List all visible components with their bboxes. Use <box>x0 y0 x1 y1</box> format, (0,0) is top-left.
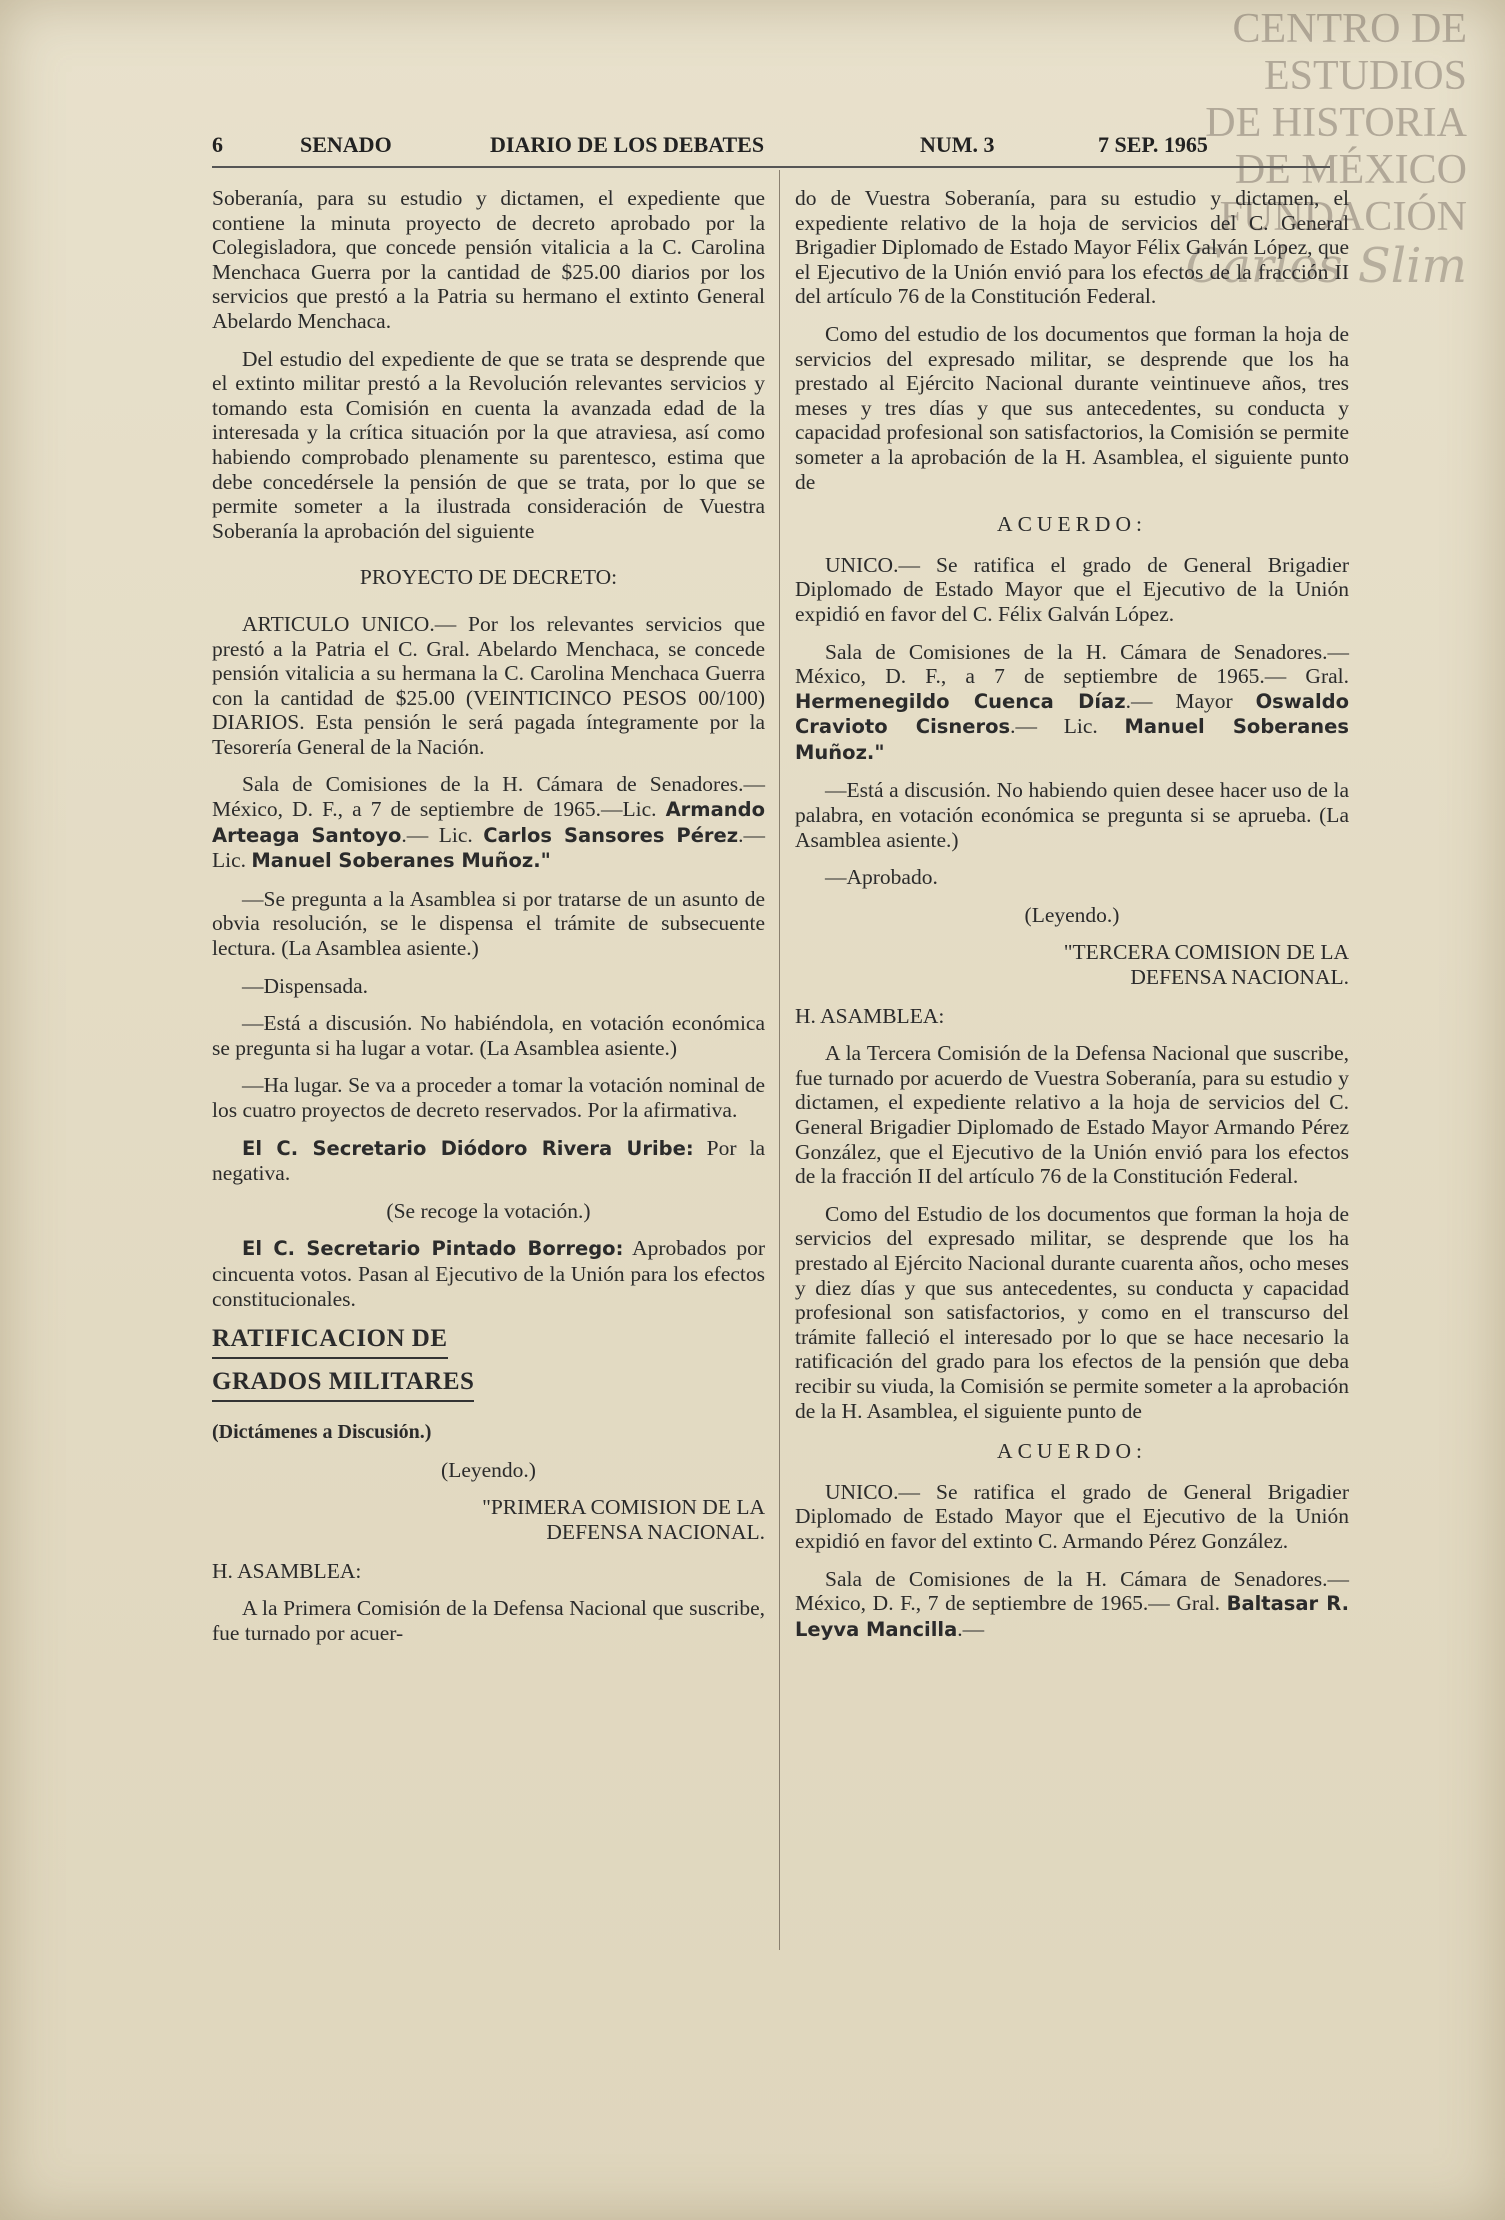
commission-heading-line: DEFENSA NACIONAL. <box>1130 965 1349 990</box>
agreement-heading: ACUERDO: <box>997 512 1147 537</box>
paragraph: A la Primera Comisión de la Defensa Nacional que suscribe, fue turnado por acuer- <box>212 1596 765 1645</box>
paragraph: ARTICULO UNICO.— Por los relevantes servicios que prestó a la Patria el C. Gral. Abelardo Menchaca, se concede pensión vitalicia a su hermana la C. Carolina Menchaca Guerra con la cantidad de $25.00 (VEINTICINCO PESOS 00/100) DIARIOS. Esta pensión le será pagada íntegramente por la Tesorería General de la Nación. <box>212 611 765 759</box>
address-heading: H. ASAMBLEA: <box>212 1558 362 1583</box>
watermark-line: DE MÉXICO <box>1234 147 1467 193</box>
signer-name: Manuel Soberanes Muñoz." <box>795 715 1349 764</box>
watermark-line: DE HISTORIA <box>1205 100 1467 146</box>
chamber-name: SENADO <box>300 132 392 157</box>
column-divider <box>779 170 780 1950</box>
paragraph: UNICO.— Se ratifica el grado de General Brigadier Diplomado de Estado Mayor que el Ejecutivo de la Unión expidió en favor del C. Félix Galván López. <box>795 552 1349 626</box>
paragraph: UNICO.— Se ratifica el grado de General Brigadier Diplomado de Estado Mayor que el Ejecutivo de la Unión expidió en favor del extinto C. Armando Pérez González. <box>795 1479 1349 1553</box>
commission-heading <box>795 940 1349 989</box>
watermark-line: CENTRO DE <box>1232 6 1467 52</box>
commission-heading-line: DEFENSA NACIONAL. <box>546 1519 765 1544</box>
paragraph: —Ha lugar. Se va a proceder a tomar la votación nominal de los cuatro proyectos de decreto reservados. Por la afirmativa. <box>212 1073 765 1122</box>
paragraph: —Dispensada. <box>242 973 368 998</box>
signature-paragraph <box>212 772 765 873</box>
paragraph: —Está a discusión. No habiendo quien desee hacer uso de la palabra, en votación económica se pregunta si se aprueba. (La Asamblea asiente.) <box>795 778 1349 852</box>
address-heading: H. ASAMBLEA: <box>795 1003 945 1028</box>
commission-heading <box>212 1495 765 1544</box>
signer-name: Carlos Sansores Pérez <box>483 823 739 847</box>
signature-paragraph <box>795 640 1349 766</box>
reading-note: (Leyendo.) <box>1024 902 1120 927</box>
paragraph: —Está a discusión. No habiéndola, en votación económica se pregunta si ha lugar a votar. (La Asamblea asiente.) <box>212 1011 765 1060</box>
issue-date: 7 SEP. 1965 <box>1098 132 1208 157</box>
watermark-line: FUNDACIÓN <box>1219 194 1467 240</box>
publication-title: DIARIO DE LOS DEBATES <box>490 132 765 157</box>
paragraph: A la Tercera Comisión de la Defensa Nacional que suscribe, fue turnado por acuerdo de Vuestra Soberanía, para su estudio y dictamen, el expediente relativo a la hoja de servicios del C. General Brigadier Diplomado de Estado Mayor Armando Pérez González, que el Ejecutivo de la Unión envió para los efectos de la fracción II del artículo 76 de la Constitución Federal. <box>795 1041 1349 1189</box>
speaker-name: El C. Secretario Pintado Borrego: <box>242 1237 624 1261</box>
paragraph: Como del Estudio de los documentos que forman la hoja de servicios del expresado militar, se desprende que los ha prestado al Ejército Nacional durante cuarenta años, ocho meses y diez días y que sus antecedentes, su conducta y capacidad profesional son satisfactorios, y como en el transcurso del trámite falleció el interesado por lo que se hace necesario la ratificación del grado para los efectos de la pensión que deba recibir su viuda, la Comisión se permite someter a la aprobación de la H. Asamblea, el siguiente punto de <box>795 1201 1349 1423</box>
watermark-line: ESTUDIOS <box>1263 53 1467 99</box>
paragraph-text: Aprobados por cincuenta votos. Pasan al Ejecutivo de la Unión para los efectos constitucionales. <box>212 1236 766 1311</box>
signer-name: Oswaldo Cravioto Cisneros <box>795 689 1349 739</box>
paragraph-text: Por la negativa. <box>212 1135 765 1186</box>
paragraph: do de Vuestra Soberanía, para su estudio y dictamen, el expediente relativo de la hoja de servicios del C. General Brigadier Diplomado de Estado Mayor Félix Galván López, que el Ejecutivo de la Unión envió para los efectos de la fracción II del artículo 76 de la Constitución Federal. <box>795 186 1349 309</box>
section-subheading: (Dictámenes a Discusión.) <box>212 1421 432 1444</box>
paragraph: Soberanía, para su estudio y dictamen, el expediente que contiene la minuta proyecto de decreto aprobado por la Colegisladora, que concede pensión vitalicia a la C. Carolina Menchaca Guerra por la cantidad de $25.00 diarios por los servicios que prestó a la Patria su hermano el extinto General Abelardo Menchaca. <box>212 186 765 333</box>
signer-name: Manuel Soberanes Muñoz." <box>251 849 551 873</box>
paragraph: Del estudio del expediente de que se trata se desprende que el extinto militar prestó a la Revolución relevantes servicios y tomando esta Comisión en cuenta la avanzada edad de la interesada y la crítica situación por la que atraviesa, así como habiendo comprobado plenamente su parentesco, estima que debe concedérsele la pensión de que se trata, por lo que se permite someter a la ilustrada consideración de Vuestra Soberanía la aprobación del siguiente <box>212 346 765 543</box>
signer-name: Armando Arteaga Santoyo <box>212 798 765 847</box>
paragraph-text: .— Lic. <box>401 822 484 847</box>
section-heading-line: RATIFICACION DE <box>212 1324 448 1359</box>
left-column <box>212 186 765 1658</box>
decree-heading: PROYECTO DE DECRETO: <box>359 565 618 590</box>
speaker-paragraph <box>212 1236 765 1311</box>
paragraph-text: .— <box>957 1616 985 1641</box>
signer-name: Hermenegildo Cuenca Díaz <box>795 689 1126 713</box>
signer-name: Baltasar R. Leyva Mancilla <box>795 1592 1349 1641</box>
paragraph-text: Sala de Comisiones de la H. Cámara de Senadores.— México, D. F., a 7 de septiembre de 1965.— Gral. <box>795 639 1349 689</box>
paragraph-text: Sala de Comisiones de la H. Cámara de Senadores.— México, D. F., 7 de septiembre de 1965.— Gral. <box>795 1566 1349 1616</box>
page-header <box>212 132 1330 168</box>
section-heading-line: GRADOS MILITARES <box>212 1367 474 1402</box>
right-column <box>795 186 1349 1655</box>
paragraph-text: .— Mayor <box>1125 688 1256 713</box>
paragraph-text: Sala de Comisiones de la H. Cámara de Senadores.— México, D. F., a 7 de septiembre de 1965.—Lic. <box>212 772 765 822</box>
reading-note: (Leyendo.) <box>441 1457 536 1482</box>
agreement-heading: ACUERDO: <box>997 1439 1147 1464</box>
paragraph: —Aprobado. <box>825 865 938 890</box>
paragraph-text: .— Lic. <box>212 822 765 873</box>
section-heading <box>212 1324 765 1410</box>
commission-heading-line: "PRIMERA COMISION DE LA <box>482 1495 765 1520</box>
commission-heading-line: "TERCERA COMISION DE LA <box>1063 940 1349 965</box>
speaker-paragraph <box>212 1136 765 1186</box>
page-number: 6 <box>212 132 223 157</box>
paragraph: —Se pregunta a la Asamblea si por tratarse de un asunto de obvia resolución, se le dispensa el trámite de subsecuente lectura. (La Asamblea asiente.) <box>212 886 765 961</box>
watermark-signature: Carlos Slim <box>1185 238 1467 294</box>
issue-number: NUM. 3 <box>920 132 995 157</box>
speaker-name: El C. Secretario Diódoro Rivera Uribe: <box>242 1136 694 1160</box>
paragraph: Como del estudio de los documentos que forman la hoja de servicios del expresado militar, se desprende que los ha prestado al Ejército Nacional durante veintinueve años, tres meses y tres días y que sus antecedentes, su conducta y capacidad profesional son satisfactorios, la Comisión se permite someter a la aprobación de la H. Asamblea, el siguiente punto de <box>795 321 1349 494</box>
signature-paragraph <box>795 1567 1349 1643</box>
paragraph-text: .— Lic. <box>1010 714 1125 739</box>
paragraph: (Se recoge la votación.) <box>386 1198 591 1223</box>
